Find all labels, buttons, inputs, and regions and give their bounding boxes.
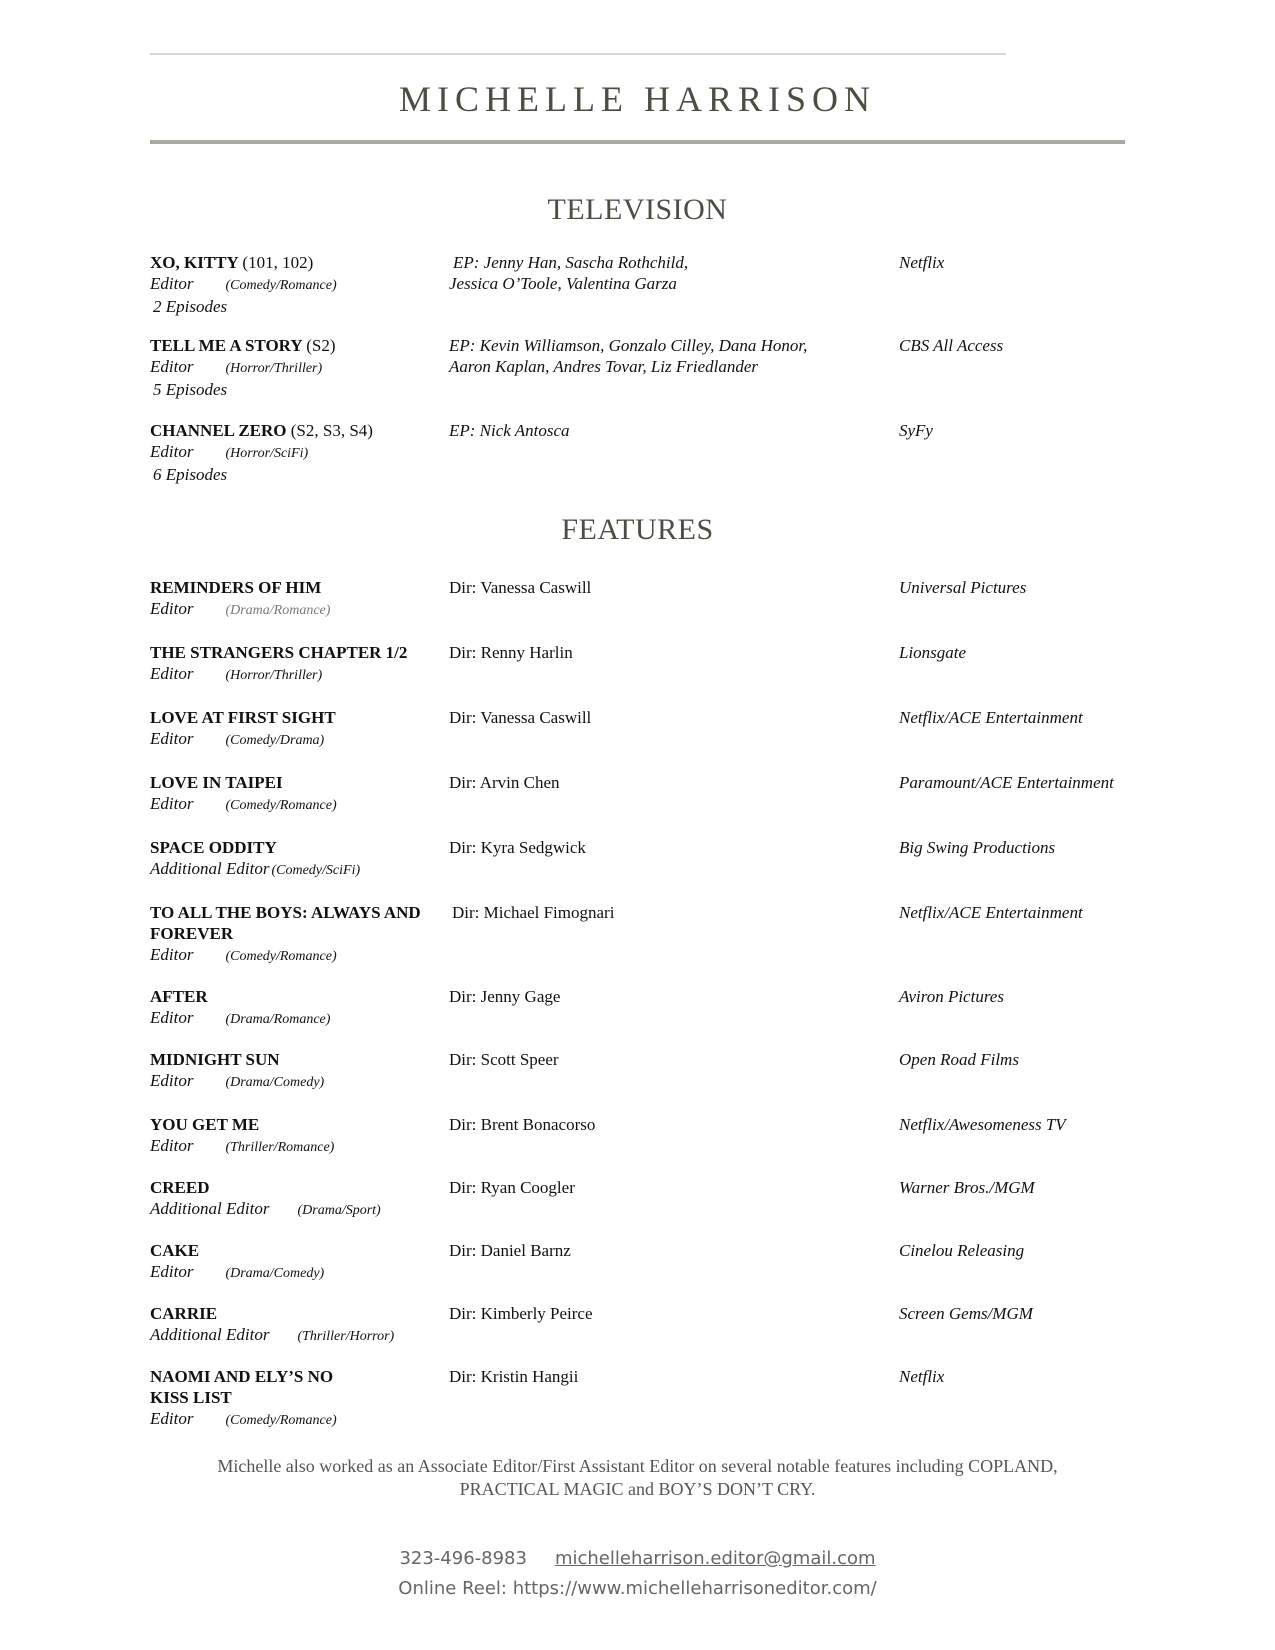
phone-number: 323-496-8983 xyxy=(399,1548,527,1569)
director: Dir: Kimberly Peirce xyxy=(449,1304,593,1323)
role: Editor (Horror/Thriller) xyxy=(150,664,323,683)
distributor: Netflix/ACE Entertainment xyxy=(899,903,1083,922)
role: Editor (Drama/Romance) xyxy=(150,599,331,618)
film-title: LOVE IN TAIPEI xyxy=(150,773,283,792)
additional-credits-note: Michelle also worked as an Associate Editor/First Assistant Editor on several notable features including COPLAND, PRACTICAL MAGIC and BOY’S DON’T CRY. xyxy=(217,1456,1058,1499)
section-title-features: FEATURES xyxy=(561,513,714,546)
role: Editor (Horror/Thriller) xyxy=(150,357,323,376)
distributor: Lionsgate xyxy=(899,643,967,662)
director: Dir: Michael Fimognari xyxy=(452,903,615,922)
executive-producers: EP: Jenny Han, Sascha Rothchild, Jessica O’Toole, Valentina Garza xyxy=(449,253,689,293)
film-title: REMINDERS OF HIM xyxy=(150,578,322,597)
director: Dir: Ryan Coogler xyxy=(449,1178,575,1197)
film-title: TO ALL THE BOYS: ALWAYS AND FOREVER xyxy=(150,903,421,943)
role: Editor (Comedy/Romance) xyxy=(150,794,337,813)
director: Dir: Kyra Sedgwick xyxy=(449,838,586,857)
film-title: CAKE xyxy=(150,1241,200,1260)
distributor: Screen Gems/MGM xyxy=(899,1304,1033,1323)
director: Dir: Daniel Barnz xyxy=(449,1241,571,1260)
section-title-television: TELEVISION xyxy=(547,193,728,226)
film-title: CREED xyxy=(150,1178,210,1197)
header-divider xyxy=(150,140,1125,144)
show-title: XO, KITTY (101, 102) xyxy=(150,253,314,272)
distributor: Cinelou Releasing xyxy=(899,1241,1025,1260)
director: Dir: Arvin Chen xyxy=(449,773,560,792)
show-title: CHANNEL ZERO (S2, S3, S4) xyxy=(150,421,373,440)
episode-count: 2 Episodes xyxy=(153,297,228,316)
role: Editor (Horror/SciFi) xyxy=(150,442,309,461)
distributor: Warner Bros./MGM xyxy=(899,1178,1035,1197)
episode-count: 5 Episodes xyxy=(153,380,228,399)
top-divider xyxy=(150,53,1006,55)
director: Dir: Scott Speer xyxy=(449,1050,559,1069)
film-title: NAOMI AND ELY’S NO KISS LIST xyxy=(150,1367,334,1407)
role: Additional Editor (Thriller/Horror) xyxy=(150,1325,395,1344)
film-title: THE STRANGERS CHAPTER 1/2 xyxy=(150,643,408,662)
film-title: SPACE ODDITY xyxy=(150,838,277,857)
role: Additional Editor (Drama/Sport) xyxy=(150,1199,381,1218)
role: Editor (Drama/Comedy) xyxy=(150,1071,325,1090)
distributor: Netflix xyxy=(899,1367,945,1386)
distributor: Netflix xyxy=(899,253,945,272)
distributor: Open Road Films xyxy=(899,1050,1019,1069)
distributor: SyFy xyxy=(899,421,933,440)
director: Dir: Vanessa Caswill xyxy=(449,708,592,727)
distributor: Big Swing Productions xyxy=(899,838,1056,857)
role: Editor (Comedy/Romance) xyxy=(150,1409,337,1428)
director: Dir: Renny Harlin xyxy=(449,643,573,662)
distributor: Aviron Pictures xyxy=(899,987,1004,1006)
episode-count: 6 Episodes xyxy=(153,465,228,484)
director: Dir: Vanessa Caswill xyxy=(449,578,592,597)
reel-link[interactable]: Online Reel: https://www.michelleharrisoneditor.com/ xyxy=(398,1578,877,1599)
director: Dir: Kristin Hangii xyxy=(449,1367,579,1386)
role: Editor (Thriller/Romance) xyxy=(150,1136,335,1155)
candidate-name: MICHELLE HARRISON xyxy=(399,79,876,119)
role: Editor (Comedy/Romance) xyxy=(150,274,337,293)
film-title: LOVE AT FIRST SIGHT xyxy=(150,708,336,727)
film-title: CARRIE xyxy=(150,1304,218,1323)
role: Editor (Drama/Comedy) xyxy=(150,1262,325,1281)
distributor: Netflix/Awesomeness TV xyxy=(899,1115,1066,1134)
distributor: Paramount/ACE Entertainment xyxy=(899,773,1114,792)
contact-line xyxy=(0,1548,1275,1569)
role: Additional Editor (Comedy/SciFi) xyxy=(150,859,361,878)
executive-producers: EP: Kevin Williamson, Gonzalo Cilley, Dana Honor, Aaron Kaplan, Andres Tovar, Liz Friedlander xyxy=(449,336,808,376)
film-title: MIDNIGHT SUN xyxy=(150,1050,280,1069)
role: Editor (Drama/Romance) xyxy=(150,1008,331,1027)
show-title: TELL ME A STORY (S2) xyxy=(150,336,336,355)
director: Dir: Brent Bonacorso xyxy=(449,1115,596,1134)
film-title: YOU GET ME xyxy=(150,1115,260,1134)
email-link[interactable]: michelleharrison.editor@gmail.com xyxy=(554,1548,876,1569)
role: Editor (Comedy/Romance) xyxy=(150,945,337,964)
distributor: Netflix/ACE Entertainment xyxy=(899,708,1083,727)
director: Dir: Jenny Gage xyxy=(449,987,561,1006)
distributor: Universal Pictures xyxy=(899,578,1027,597)
executive-producers: EP: Nick Antosca xyxy=(449,421,570,440)
distributor: CBS All Access xyxy=(899,336,1004,355)
film-title: AFTER xyxy=(150,987,208,1006)
role: Editor (Comedy/Drama) xyxy=(150,729,325,748)
